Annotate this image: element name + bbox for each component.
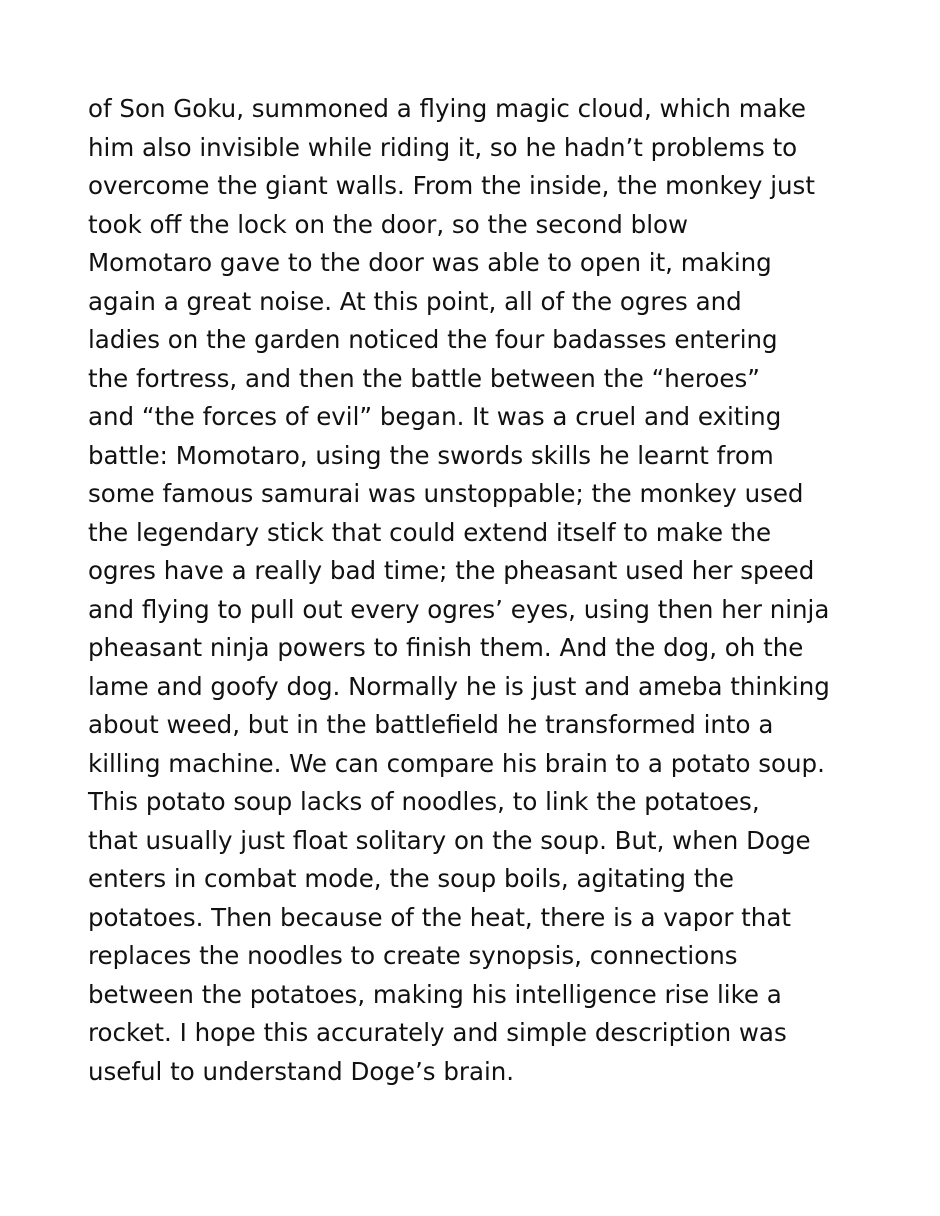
text-line: killing machine. We can compare his brain to a potato soup. — [88, 748, 825, 778]
text-line: lame and goofy dog. Normally he is just and ameba thinking — [88, 671, 830, 701]
text-line: of Son Goku, summoned a flying magic cloud, which make — [88, 94, 806, 123]
text-line: useful to understand Doge’s brain. — [88, 1056, 515, 1086]
text-line: and “the forces of evil” began. It was a cruel and exiting — [88, 402, 782, 431]
text-line: replaces the noodles to create synopsis, connections — [88, 941, 738, 970]
text-line: the legendary stick that could extend itself to make the — [88, 517, 772, 547]
text-line: potatoes. Then because of the heat, there is a vapor that — [88, 902, 791, 932]
text-line: that usually just float solitary on the soup. But, when Doge — [88, 825, 811, 855]
body-paragraph — [88, 90, 878, 1091]
text-line: him also invisible while riding it, so he hadn’t problems to — [88, 132, 798, 162]
text-line: again a great noise. At this point, all of the ogres and — [88, 286, 742, 316]
text-line: pheasant ninja powers to finish them. And the dog, oh the — [88, 633, 804, 662]
text-line: battle: Momotaro, using the swords skills he learnt from — [88, 440, 774, 470]
text-line: and flying to pull out every ogres’ eyes, using then her ninja — [88, 594, 830, 624]
text-line: overcome the giant walls. From the inside, the monkey just — [88, 171, 815, 200]
text-line: about weed, but in the battlefield he transformed into a — [88, 710, 774, 739]
text-line: some famous samurai was unstoppable; the monkey used — [88, 479, 804, 508]
text-line: ogres have a really bad time; the pheasant used her speed — [88, 556, 815, 585]
text-line: This potato soup lacks of noodles, to link the potatoes, — [88, 787, 760, 816]
text-line: Momotaro gave to the door was able to open it, making — [88, 248, 772, 277]
text-line: took off the lock on the door, so the second blow — [88, 209, 689, 239]
text-line: ladies on the garden noticed the four badasses entering — [88, 325, 778, 354]
text-line: enters in combat mode, the soup boils, agitating the — [88, 864, 734, 893]
text-line: the fortress, and then the battle between the “heroes” — [88, 363, 760, 393]
text-line: between the potatoes, making his intelligence rise like a — [88, 979, 782, 1009]
text-line: rocket. I hope this accurately and simple description was — [88, 1018, 787, 1047]
